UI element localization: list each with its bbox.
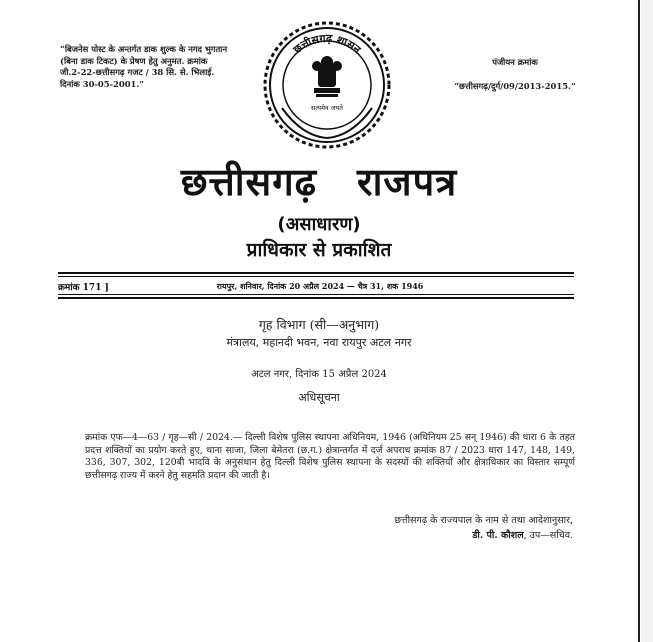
registration-label: पंजीयन क्रमांक [492,57,538,67]
seal-text: छत्तीसगढ़ शासन [290,31,364,57]
department-address: मंत्रालय, महानदी भवन, नवा रायपुर अटल नगर [226,336,412,349]
page-edge-line [638,0,640,642]
postal-permit-note: “बिजनेस पोस्ट के अन्तर्गत डाक शुल्क के नगद भुगतान (बिना डाक टिकट) के प्रेषण हेतु अनुमत. क्रमांक जी.2-22-छत्तीसगढ़ गजट / 38 सि. से. भिलाई. दिनांक 30-05-2001.” [60,44,228,89]
svg-text:छत्तीसगढ़ शासन [290,32,364,57]
notification-heading: अधिसूचना [298,391,340,404]
edition-label: (असाधारण) [277,214,361,235]
top-rule-thin [58,276,574,277]
seal-motto: सत्यमेव जयते [311,104,343,112]
authority-label: प्राधिकार से प्रकाशित [246,239,392,261]
title-chhattisgarh: छत्तीसगढ़ [180,160,318,204]
department-heading: गृह विभाग (सी—अनुभाग) [258,317,380,332]
page-edge-shadow [641,0,653,642]
gazette-title [0,155,638,207]
title-rajpatra: राजपत्र [357,160,458,204]
state-seal-icon [262,20,392,150]
notice-place-date: अटल नगर, दिनांक 15 अप्रैल 2024 [251,369,387,380]
signatory [300,528,573,541]
registration-number: “छत्तीसगढ़/दुर्ग/09/2013-2015.” [454,81,576,91]
top-rule [58,272,574,274]
bottom-rule-thin [58,294,574,295]
registration-note [410,44,620,104]
notification-body: क्रमांक एफ—4—63 / गृह—सी / 2024.— दिल्ली विशेष पुलिस स्थापना अधिनियम, 1946 (अधिनियम 25 सन् 1946) की धारा 6 के तहत प्रदत्त शक्तियों का प्रयोग करते हुए, थाना साजा, जिला बेमेतरा (छ.ग.) क्षेत्रान्तर्गत में दर्ज अपराध क्रमांक 87 / 2023 धारा 147, 148, 149, 336, 307, 302, 120बी भादवि के अनुसंधान हेतु दिल्ली विशेष पुलिस स्थापना के सदस्यों की शक्तियों और क्षेत्राधिकार का विस्तार सम्पूर्ण छत्तीसगढ़ राज्य में करने हेतु सहमति प्रदान की जाती है। [85,432,575,481]
governor-order-line: छत्तीसगढ़ के राज्यपाल के नाम से तथा आदेशानुसार, [394,515,573,526]
signatory-name: डी. पी. कौशल [472,530,524,541]
issue-date-line: रायपुर, शनिवार, दिनांक 20 अप्रैल 2024 — चैत्र 31, शक 1946 [216,281,424,291]
bottom-rule [58,297,574,299]
signatory-title: , उप—सचिव. [523,530,573,541]
issue-number: क्रमांक 171 ] [58,283,109,293]
